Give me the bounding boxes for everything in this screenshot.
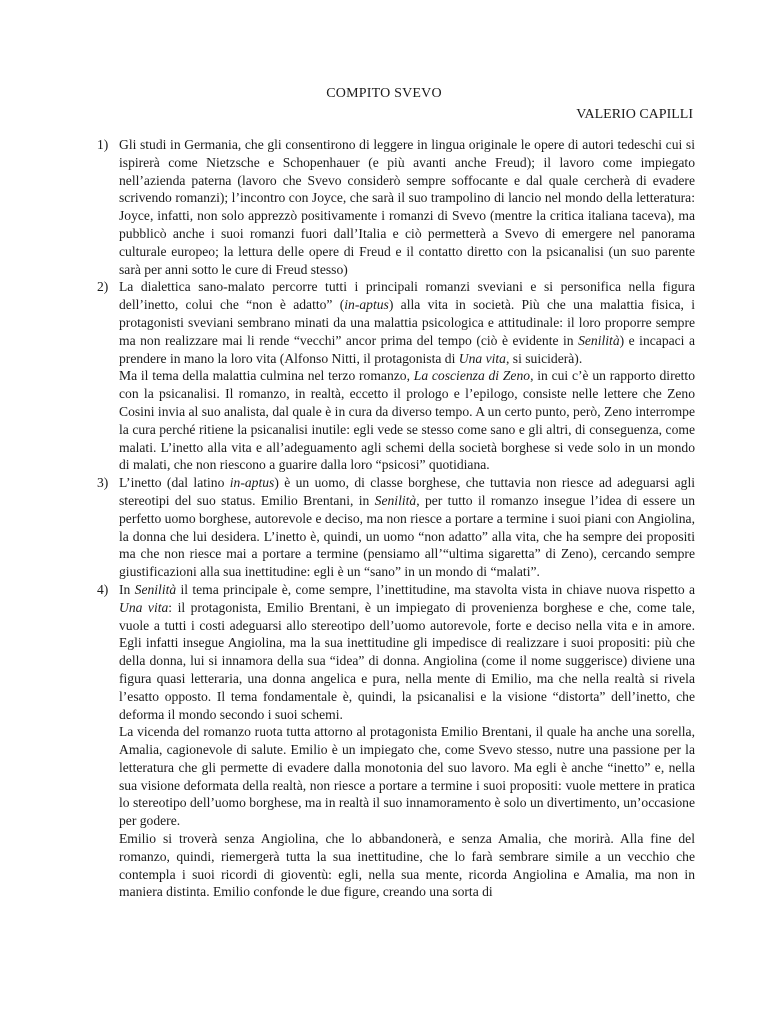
- text-run: Gli studi in Germania, che gli consentirono di leggere in lingua originale le opere di autori tedeschi cui si ispirerà come Nietzsche e Schopenhauer (e più avanti anche Freud); il lavoro come impiegato nell’azienda paterna (lavoro che Svevo considerò sempre soffocante e dal quale cercherà di evadere scrivendo romanzi); l’incontro con Joyce, che sarà il suo trampolino di lancio nel mondo della letteratura: Joyce, infatti, non solo apprezzò positivamente i romanzi di Svevo (mentre la critica italiana taceva), ma pubblicò anche i suoi romanzi fuori dall’Italia e ciò permetterà a Svevo di emergere nel panorama culturale europeo; la lettura delle opere di Freud e il contatto diretto con la psicanalisi (un suo parente sarà per anni sotto le cure di Freud stesso): [119, 137, 695, 277]
- text-run: : il protagonista, Emilio Brentani, è un impiegato di provenienza borghese e che, come tale, vuole a tutti i costi adeguarsi allo stereotipo dell’uomo autorevole, forte e deciso nella vita e in amore. Egli infatti insegue Angiolina, ma la sua inettitudine gli impedisce di realizzare i suoi propositi: più che della donna, lui si innamora della sua “idea” di donna. Angiolina (come il nome suggerisce) diviene una figura quasi letteraria, una donna angelica e pura, nella mente di Emilio, ma che nella realtà si rivela l’esatto opposto. Il tema fondamentale è, quindi, la psicanalisi e la visione “distorta” dell’inetto, che deforma il mondo secondo i suoi schemi.: [119, 599, 695, 722]
- item-paragraph: [119, 367, 695, 474]
- italic-title-run: Senilità: [374, 492, 417, 508]
- text-run: , si suiciderà).: [505, 350, 583, 366]
- item-paragraph: [119, 581, 695, 723]
- list-item: [97, 136, 695, 278]
- text-run: ) alla vita in società. Più che una malattia fisica, i protagonisti sveviani sembrano minati da una malattia psicologica e attitudinale: il loro proporre sempre ma non realizzare mai li rende “vecchi” ancor prima del tempo (ciò è evidente in: [119, 297, 695, 348]
- list-item: [97, 278, 695, 474]
- text-run: La vicenda del romanzo ruota tutta attorno al protagonista Emilio Brentani, il quale ha anche una sorella, Amalia, cagionevole di salute. Emilio è un impiegato che, come Svevo stesso, nutre una passione per la letteratura che gli permette di evadere dalla monotonia del suo lavoro. Ma egli è anche “inetto” e, nella sua visione deformata della realtà, non riesce a portare a termine i suoi propositi: vuole mettere in pratica lo stereotipo dell’uomo borghese, ma in realtà il suo innamoramento è solo un divertimento, un’occasione per godere.: [119, 724, 695, 829]
- list-item: [97, 474, 695, 581]
- text-run: La dialettica sano-malato percorre tutti i principali romanzi sveviani e si personifica nella figura dell’inetto, colui che “non è adatto” (: [119, 279, 695, 313]
- numbered-answer-list: [97, 136, 695, 901]
- document-author: VALERIO CAPILLI: [576, 107, 693, 122]
- text-run: Emilio si troverà senza Angiolina, che lo abbandonerà, e senza Amalia, che morirà. Alla fine del romanzo, quindi, riemergerà tutta la sua inettitudine, che lo farà sembrare simile a un vecchio che contempla i suoi ricordi di gioventù: egli, nella sua mente, ricorda Angiolina e Amalia, ma non in maniera distinta. Emilio confonde le due figure, creando una sorta di: [119, 831, 695, 900]
- list-item: [97, 581, 695, 901]
- item-paragraph: [119, 830, 695, 901]
- item-paragraph: [119, 278, 695, 367]
- text-run: In: [119, 581, 135, 597]
- italic-title-run: Senilità: [134, 581, 177, 597]
- item-paragraph: [119, 723, 695, 830]
- document-title: COMPITO SVEVO: [326, 86, 442, 101]
- text-run: il tema principale è, come sempre, l’inettitudine, ma stavolta vista in chiave nuova rispetto a: [176, 581, 695, 597]
- text-run: ) è un uomo, di classe borghese, che tuttavia non riesce ad adeguarsi agli stereotipi del suo status. Emilio Brentani, in: [119, 475, 696, 508]
- italic-title-run: Una vita: [458, 350, 506, 366]
- item-number: 4): [97, 581, 109, 597]
- item-number: 3): [97, 475, 109, 491]
- item-paragraph: [119, 136, 695, 278]
- text-run: , per tutto il romanzo insegue l’idea di essere un perfetto uomo borghese, autorevole e deciso, ma non riesce a portare a termine i suoi piani con Angiolina, la donna che lui desidera. L’inetto è, quindi, un uomo “non adatto” alla vita, che ha sempre dei propositi ma che non riesce mai a portare a termine (pensiamo all’“ultima sigaretta” di Zeno), cercando sempre giustificazioni alla sua inettitudine: egli è un “sano” in un mondo di “malati”.: [119, 492, 695, 580]
- italic-title-run: Una vita: [119, 599, 169, 615]
- item-paragraph: [119, 474, 695, 581]
- text-run: , in cui c’è un rapporto diretto con la psicanalisi. Il romanzo, in realtà, eccetto il prologo e l’epilogo, consiste nelle lettere che Zeno Cosini invia al suo analista, dal quale è in cura da diverso tempo. A un certo punto, però, Zeno interrompe la cura perché ritiene la psicanalisi inutile: egli vede se stesso come sano e gli altri, di conseguenza, come malati. L’inetto alla vita e all’adeguamento agli schemi della società borghese si vede solo in un mondo di malati, che non riescono a guarire dalla loro “psicosi” quotidiana.: [119, 368, 695, 473]
- item-number: 1): [97, 137, 109, 152]
- text-run: L’inetto (dal latino: [119, 475, 230, 491]
- text-run: Ma il tema della malattia culmina nel terzo romanzo,: [119, 368, 414, 384]
- italic-title-run: in-aptus: [229, 475, 275, 491]
- italic-title-run: La coscienza di Zeno: [413, 368, 531, 384]
- italic-title-run: in-aptus: [344, 297, 389, 313]
- text-run: ) e incapaci a prendere in mano la loro vita (Alfonso Nitti, il protagonista di: [119, 332, 695, 366]
- italic-title-run: Senilità: [578, 332, 620, 348]
- item-number: 2): [97, 279, 109, 295]
